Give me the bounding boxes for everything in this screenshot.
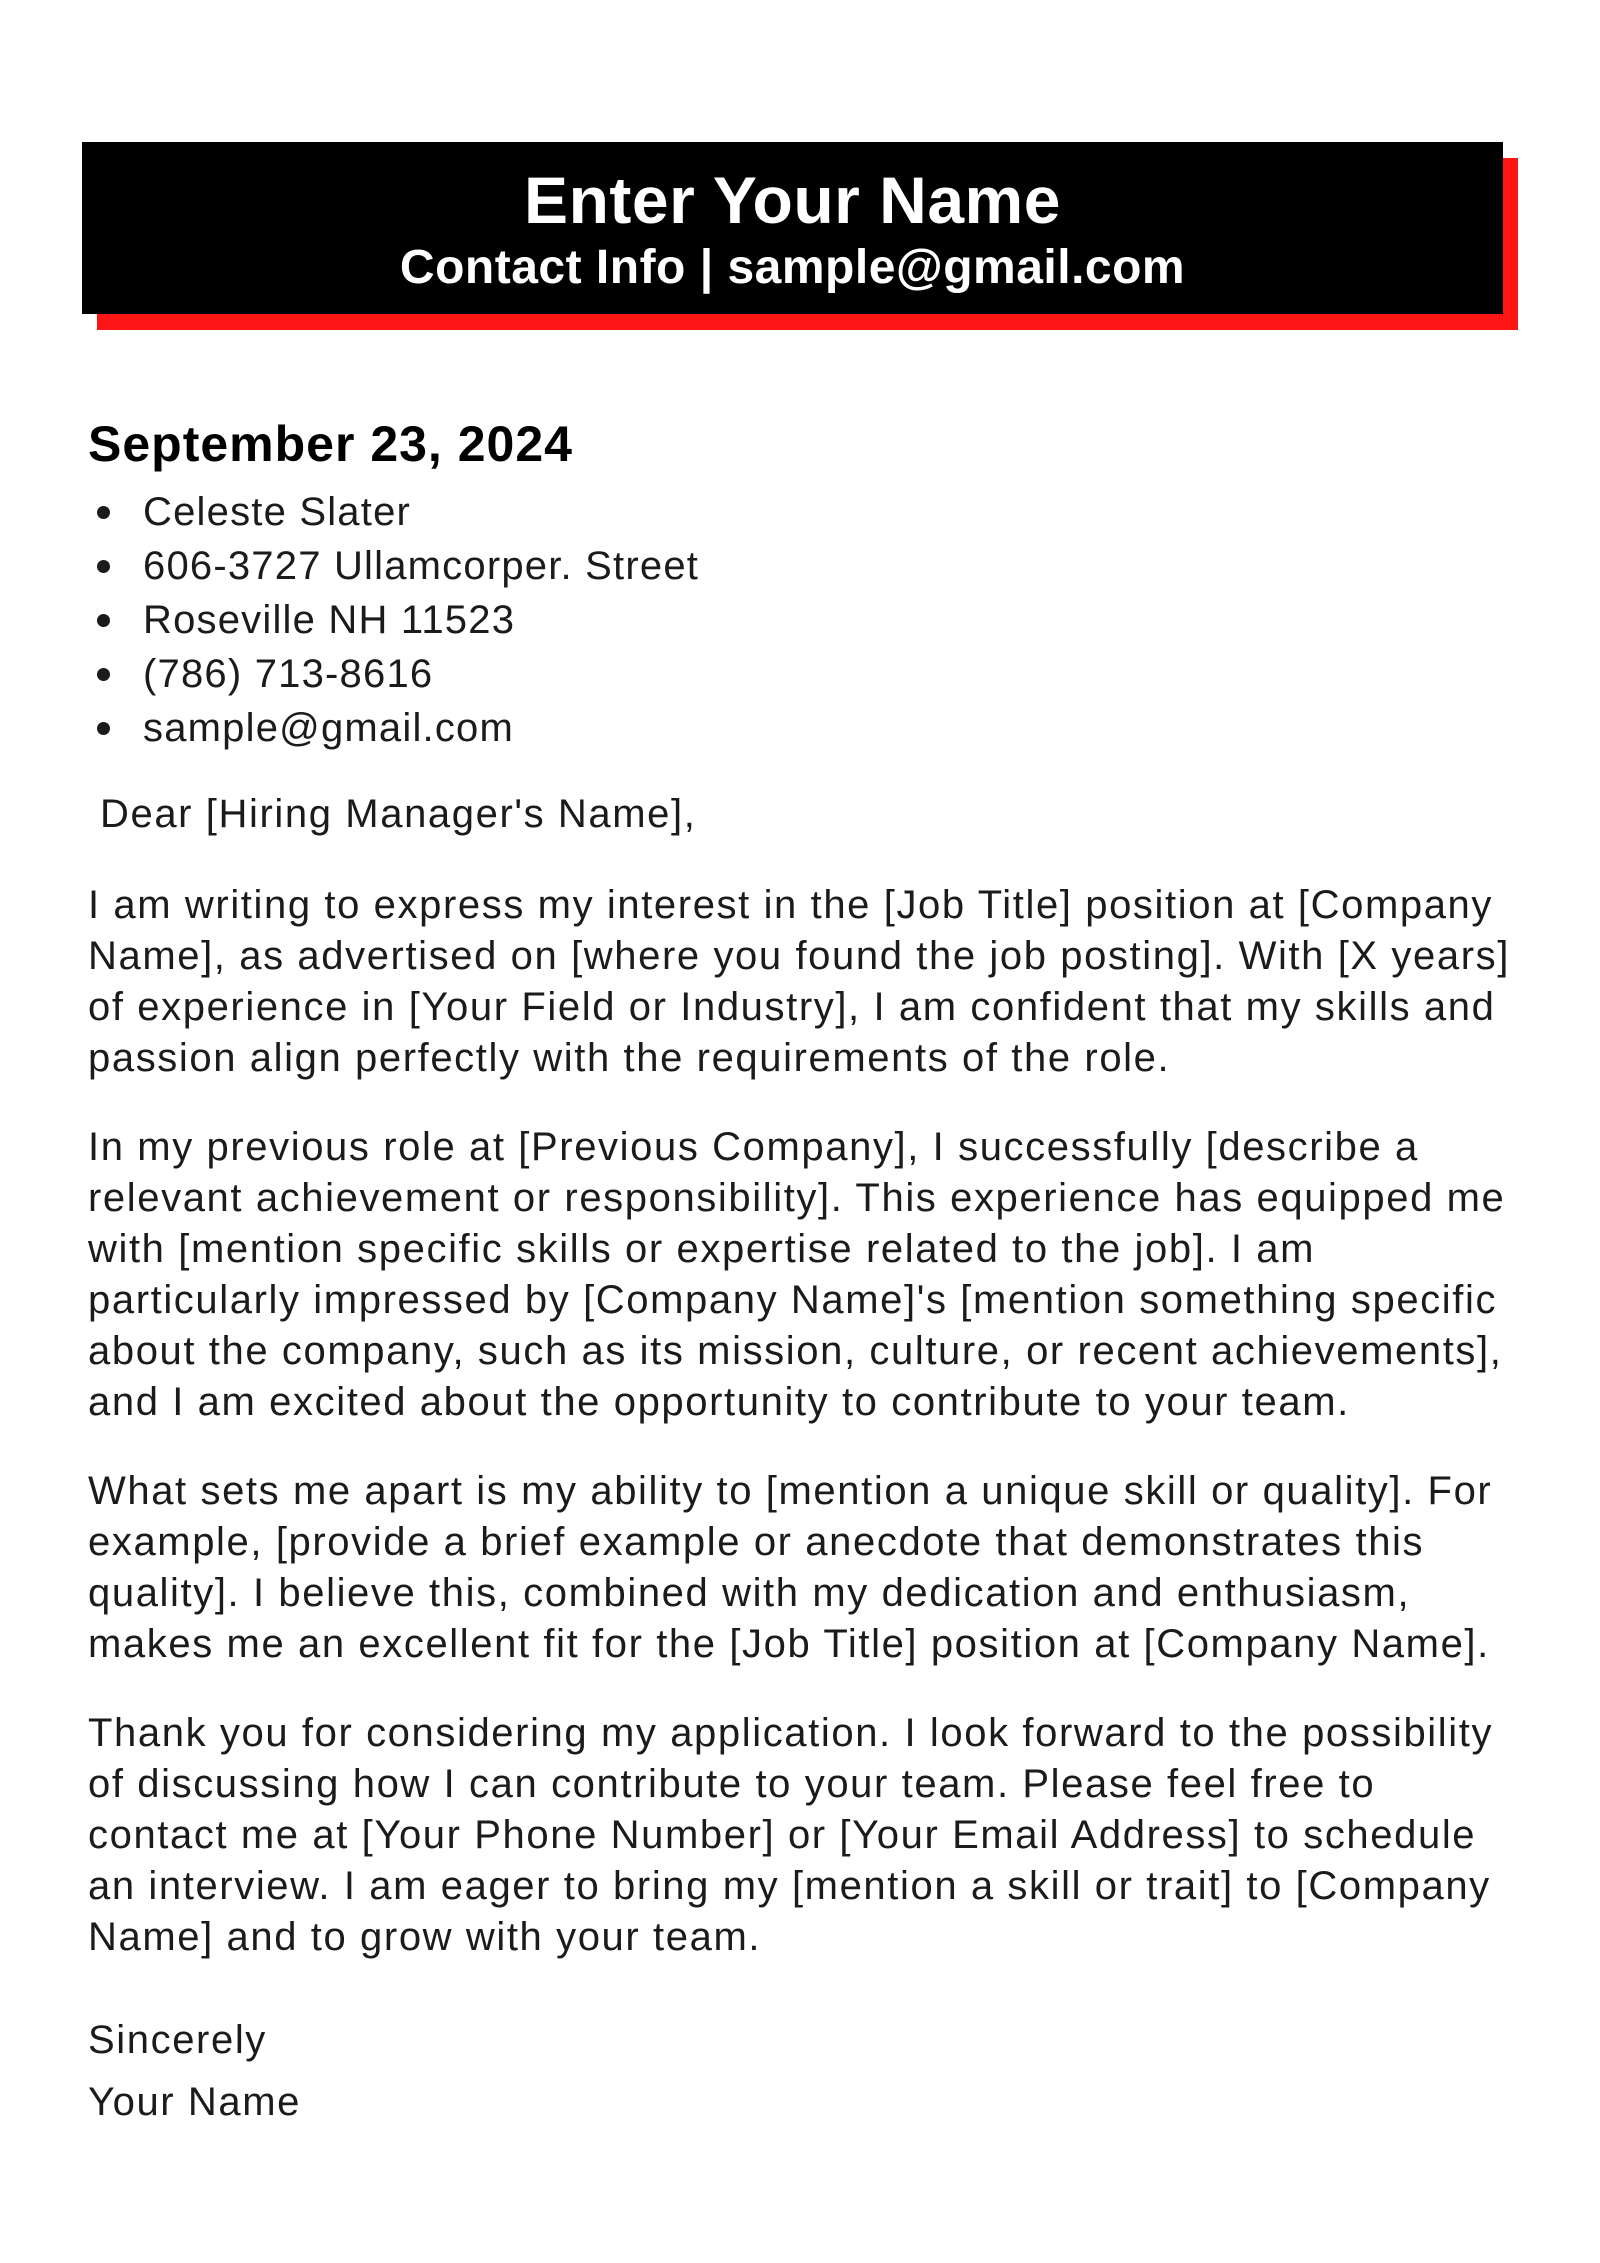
letter-body (88, 415, 1528, 2128)
contact-info-item: 606-3727 Ullamcorper. Street (97, 539, 1528, 593)
contact-info-list (88, 485, 1528, 755)
contact-info-item: (786) 713-8616 (97, 647, 1528, 701)
closing-word: Sincerely (88, 2018, 267, 2062)
body-paragraph: What sets me apart is my ability to [mention a unique skill or quality]. For example, [provide a brief example or anecdote that demonstrates this quality]. I believe this, combined with my dedication and enthusiasm, makes me an excellent fit for the [Job Title] position at [Company Name]. (88, 1469, 1493, 1666)
header-contact-line: Contact Info | sample@gmail.com (399, 240, 1186, 294)
contact-info-item: sample@gmail.com (97, 701, 1528, 755)
signature-name: Your Name (88, 2080, 302, 2124)
body-paragraph: Thank you for considering my application. I look forward to the possibility of discussing how I can contribute to your team. Please feel free to contact me at [Your Phone Number] or [Your Email Address] to schedule an interview. I am eager to bring my [mention a skill or trait] to [Company Name] and to grow with your team. (88, 1711, 1494, 1959)
letter-paragraphs (88, 880, 1528, 1963)
letter-date: September 23, 2024 (88, 416, 573, 472)
contact-info-item: Roseville NH 11523 (97, 593, 1528, 647)
header-name-title: Enter Your Name (524, 163, 1061, 238)
header-banner (82, 142, 1503, 314)
body-paragraph: I am writing to express my interest in the [Job Title] position at [Company Name], as advertised on [where you found the job posting]. With [X years] of experience in [Your Field or Industry], I am confident that my skills and passion align perfectly with the requirements of the role. (88, 883, 1510, 1080)
salutation: Dear [Hiring Manager's Name], (100, 792, 697, 836)
body-paragraph: In my previous role at [Previous Company], I successfully [describe a relevant achievement or responsibility]. This experience has equipped me with [mention specific skills or expertise related to the job]. I am particularly impressed by [Company Name]'s [mention something specific about the company, such as its mission, culture, or recent achievements], and I am excited about the opportunity to contribute to your team. (88, 1125, 1506, 1424)
contact-info-item: Celeste Slater (97, 485, 1528, 539)
